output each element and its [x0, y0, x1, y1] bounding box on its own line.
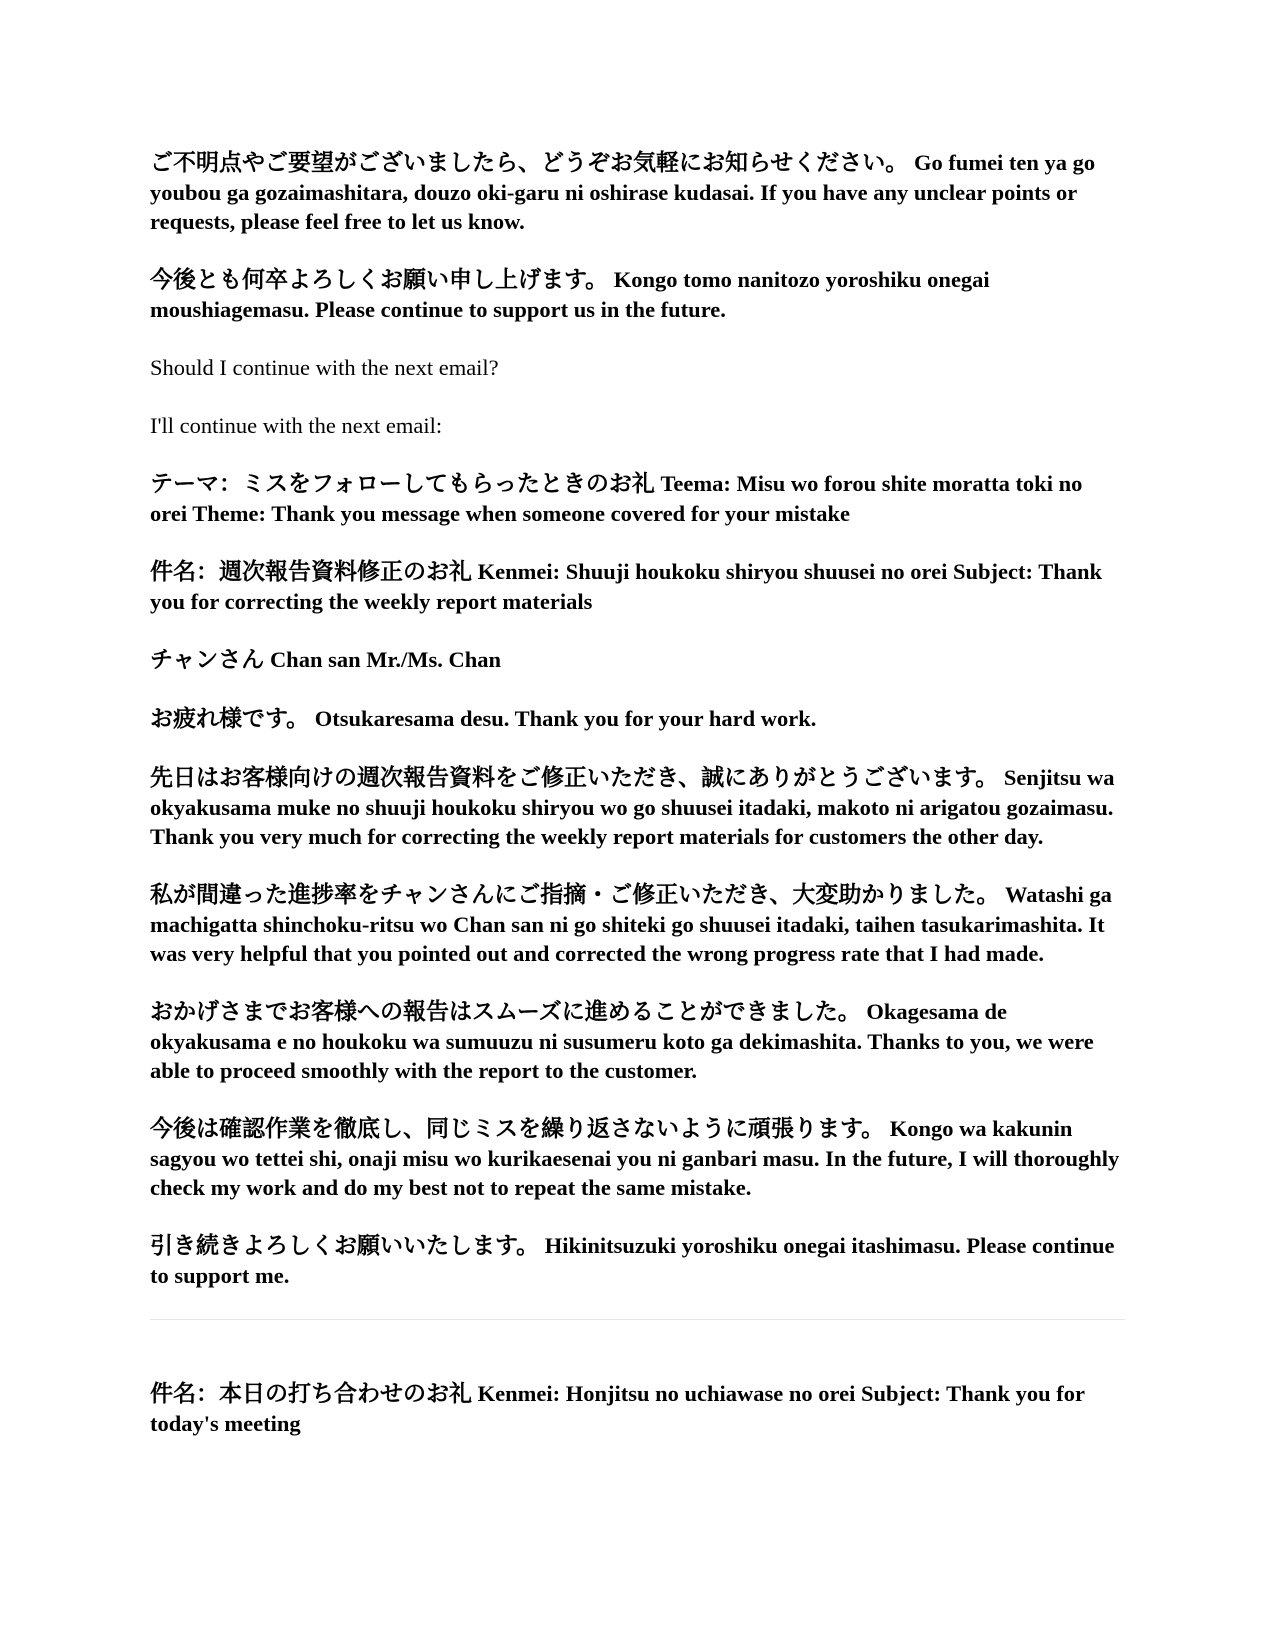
japanese-text: チャンさん: [150, 647, 265, 673]
japanese-text: テーマ：ミスをフォローしてもらったときのお礼: [150, 471, 655, 497]
japanese-text: 引き続きよろしくお願いいたします。: [150, 1233, 540, 1259]
paragraph-addressee: [150, 645, 1125, 675]
japanese-text: 今後とも何卒よろしくお願い申し上げます。: [150, 267, 609, 293]
japanese-text: 件名：本日の打ち合わせのお礼: [150, 1381, 472, 1407]
romaji-translation: Teema: Misu wo forou shite moratta toki no orei Theme: Thank you message when someone covered for your mistake: [150, 471, 1083, 526]
romaji-translation: Okagesama de okyakusama e no houkoku wa sumuuzu ni susumeru koto ga dekimashita. Thanks to you, we were able to proceed smoothly with the report to the customer.: [150, 999, 1094, 1083]
paragraph-next-subject: [150, 1379, 1125, 1438]
romaji-translation: Otsukaresama desu. Thank you for your hard work.: [314, 706, 817, 731]
paragraph-correction: [150, 880, 1125, 968]
continue-next-email: I'll continue with the next email:: [150, 413, 443, 438]
paragraph-greeting: [150, 704, 1125, 734]
paragraph-commitment: [150, 1114, 1125, 1202]
romaji-translation: Watashi ga machigatta shinchoku-ritsu wo Chan san ni go shiteki go shuusei itadaki, taihen tasukarimashita. It was very helpful that you pointed out and corrected the wrong progress rate that I had made.: [150, 882, 1112, 966]
japanese-text: 私が間違った進捗率をチャンさんにご指摘・ご修正いただき、大変助かりました。: [150, 882, 1000, 908]
question-next-email: Should I continue with the next email?: [150, 355, 499, 380]
japanese-text: 件名：週次報告資料修正のお礼: [150, 559, 472, 585]
paragraph-signoff: [150, 1231, 1125, 1290]
romaji-translation: Senjitsu wa okyakusama muke no shuuji houkoku shiryou wo go shuusei itadaki, makoto ni arigatou gozaimasu. Thank you very much for correcting the weekly report materials for customers the other day.: [150, 765, 1115, 849]
paragraph-closing: [150, 265, 1125, 324]
paragraph-thanks: [150, 763, 1125, 851]
japanese-text: 先日はお客様向けの週次報告資料をご修正いただき、誠にありがとうございます。: [150, 765, 999, 791]
romaji-translation: Hikinitsuzuki yoroshiku onegai itashimasu. Please continue to support me.: [150, 1233, 1115, 1288]
romaji-translation: Kenmei: Honjitsu no uchiawase no orei Subject: Thank you for today's meeting: [150, 1381, 1085, 1436]
paragraph-theme: [150, 469, 1125, 528]
paragraph-result: [150, 997, 1125, 1085]
japanese-text: ご不明点やご要望がございましたら、どうぞお気軽にお知らせください。: [150, 150, 909, 176]
romaji-translation: Go fumei ten ya go youbou ga gozaimashitara, douzo oki-garu ni oshirase kudasai. If you have any unclear points or requests, please feel free to let us know.: [150, 150, 1096, 234]
japanese-text: おかげさまでお客様への報告はスムーズに進めることができました。: [150, 999, 861, 1025]
japanese-text: お疲れ様です。: [150, 706, 310, 732]
document-page: [150, 148, 1125, 1467]
japanese-text: 今後は確認作業を徹底し、同じミスを繰り返さないように頑張ります。: [150, 1116, 885, 1142]
paragraph-feedback: [150, 148, 1125, 236]
paragraph-subject: [150, 557, 1125, 616]
romaji-translation: Kongo wa kakunin sagyou wo tettei shi, onaji misu wo kurikaesenai you ni ganbari masu. In the future, I will thoroughly check my work and do my best not to repeat the same mistake.: [150, 1116, 1120, 1200]
romaji-translation: Kenmei: Shuuji houkoku shiryou shuusei no orei Subject: Thank you for correcting the weekly report materials: [150, 559, 1102, 614]
romaji-translation: Chan san Mr./Ms. Chan: [269, 647, 502, 672]
romaji-translation: Kongo tomo nanitozo yoroshiku onegai moushiagemasu. Please continue to support us in the future.: [150, 267, 990, 322]
section-divider: [150, 1319, 1125, 1320]
